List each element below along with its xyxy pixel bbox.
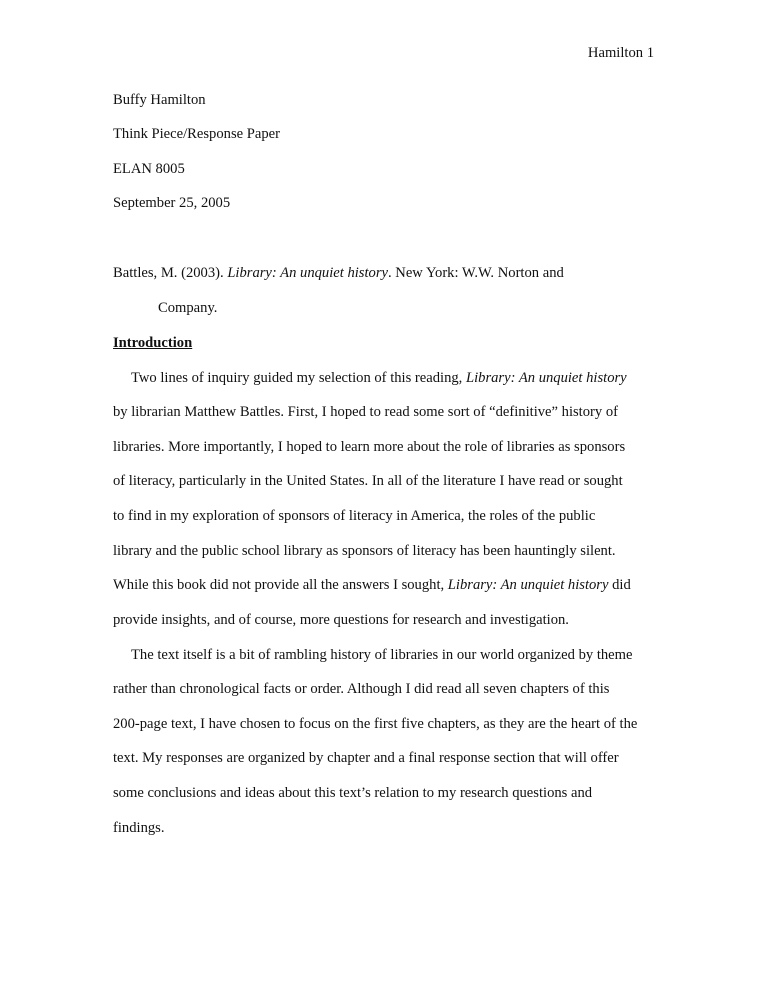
assignment-title: Think Piece/Response Paper	[113, 126, 280, 142]
citation-author-year: Battles, M. (2003).	[113, 265, 228, 281]
paragraph-1-line-1	[131, 369, 627, 387]
citation-publisher: . New York: W.W. Norton and	[387, 265, 564, 281]
citation-line-1	[113, 264, 564, 282]
paragraph-2-line-2: rather than chronological facts or order. Although I did read all seven chapters of this	[113, 681, 610, 697]
paragraph-2-line-5: some conclusions and ideas about this text’s relation to my research questions and	[113, 785, 593, 801]
text-run: did	[608, 577, 631, 593]
text-run: Two lines of inquiry guided my selection of this reading,	[131, 370, 466, 386]
paragraph-1-line-6: library and the public school library as sponsors of literacy has been hauntingly silent.	[113, 543, 616, 559]
paragraph-2-line-1: The text itself is a bit of rambling history of libraries in our world organized by theme	[131, 647, 633, 663]
running-head: Hamilton 1	[587, 45, 654, 61]
citation-line-2: Company.	[158, 300, 218, 316]
book-title: Library: An unquiet history	[465, 370, 627, 386]
author-name: Buffy Hamilton	[113, 92, 206, 108]
section-heading-introduction: Introduction	[113, 335, 193, 351]
paragraph-2-line-4: text. My responses are organized by chapter and a final response section that will offer	[113, 750, 619, 766]
paragraph-1-line-4: of literacy, particularly in the United States. In all of the literature I have read or sought	[113, 473, 623, 489]
citation-book-title: Library: An unquiet history	[227, 265, 388, 281]
text-run: While this book did not provide all the answers I sought,	[113, 577, 448, 593]
paragraph-1-line-7	[113, 576, 631, 594]
paragraph-2-line-3: 200-page text, I have chosen to focus on the first five chapters, as they are the heart of the	[113, 716, 638, 732]
paragraph-1-line-8: provide insights, and of course, more questions for research and investigation.	[113, 612, 569, 628]
course-code: ELAN 8005	[113, 161, 185, 177]
paragraph-1-line-3: libraries. More importantly, I hoped to learn more about the role of libraries as sponsors	[113, 439, 626, 455]
paragraph-1-line-5: to find in my exploration of sponsors of literacy in America, the roles of the public	[113, 508, 596, 524]
book-title: Library: An unquiet history	[447, 577, 609, 593]
paragraph-2-line-6: findings.	[113, 820, 165, 836]
paragraph-1-line-2: by librarian Matthew Battles. First, I hoped to read some sort of “definitive” history of	[113, 404, 618, 420]
paper-date: September 25, 2005	[113, 195, 231, 211]
